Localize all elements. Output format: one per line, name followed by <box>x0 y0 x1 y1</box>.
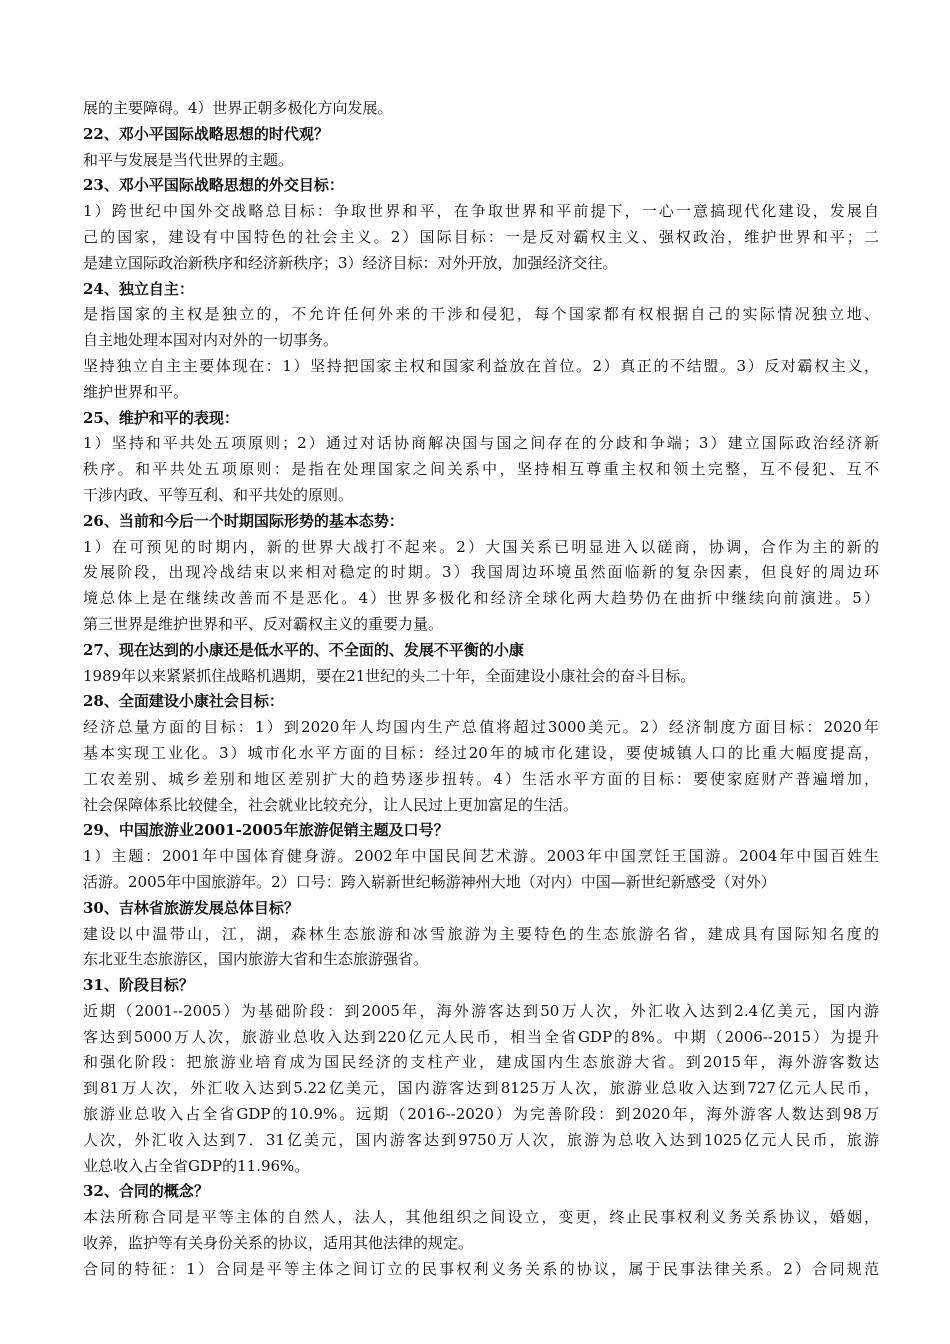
body-text-line: 人次，外汇收入达到7．31亿美元，国内游客达到9750万人次，旅游为总收入达到1025亿元人民币，旅游 <box>83 1130 879 1149</box>
body-text-line: 1）在可预见的时期内，新的世界大战打不起来。2）大国关系已明显进入以磋商，协调，合作为主的新的 <box>83 537 879 556</box>
section-heading: 26、当前和今后一个时期国际形势的基本态势： <box>83 511 404 530</box>
body-text-line: 维护世界和平。 <box>83 382 189 401</box>
body-text-line: 经济总量方面的目标：1）到2020年人均国内生产总值将超过3000美元。2）经济制度方面目标：2020年 <box>83 718 879 737</box>
body-text-line: 基本实现工业化。3）城市化水平方面的目标：经过20年的城市化建设，要使城镇人口的比重大幅度提高， <box>83 743 879 762</box>
body-text-line: 1989年以来紧紧抓住战略机遇期，要在21世纪的头二十年，全面建设小康社会的奋斗目标。 <box>83 666 696 685</box>
section-heading: 31、阶段目标？ <box>83 976 194 995</box>
document-page <box>83 96 879 1283</box>
body-text-line: 坚持独立自主主要体现在：1）坚持把国家主权和国家利益放在首位。2）真正的不结盟。3）反对霸权主义， <box>83 356 879 375</box>
section-heading: 22、邓小平国际战略思想的时代观？ <box>83 124 329 143</box>
body-text-line: 自主地处理本国对内对外的一切事务。 <box>83 331 339 350</box>
body-text-line: 近期（2001--2005）为基础阶段：到2005年，海外游客达到50万人次，外汇收入达到2.4亿美元，国内游 <box>83 1001 879 1020</box>
body-text-line: 工农差别、城乡差别和地区差别扩大的趋势逐步扭转。4）生活水平方面的目标：要使家庭财产普遍增加， <box>83 769 879 788</box>
body-text-line: 本法所称合同是平等主体的自然人，法人，其他组织之间设立，变更，终止民事权利义务关系协议，婚姻， <box>83 1208 879 1227</box>
body-text-line: 业总收入占全省GDP的11.96%。 <box>83 1156 310 1175</box>
body-text-line: 收养，监护等有关身份关系的协议，适用其他法律的规定。 <box>83 1234 474 1253</box>
body-text-line: 和强化阶段：把旅游业培育成为国民经济的支柱产业，建成国内生态旅游大省。到2015年，海外游客数达 <box>83 1053 879 1072</box>
body-text-line: 到81万人次，外汇收入达到5.22亿美元，国内游客达到8125万人次，旅游业总收入达到727亿元人民币， <box>83 1079 879 1098</box>
body-text-line: 和平与发展是当代世界的主题。 <box>83 150 294 169</box>
section-heading: 30、吉林省旅游发展总体目标？ <box>83 898 299 917</box>
section-heading: 25、维护和平的表现： <box>83 408 239 427</box>
section-heading: 28、全面建设小康社会目标： <box>83 692 284 711</box>
section-heading: 24、独立自主： <box>83 279 194 298</box>
section-heading: 27、现在达到的小康还是低水平的、不全面的、发展不平衡的小康 <box>83 640 524 659</box>
body-text-line: 展的主要障碍。4）世界正朝多极化方向发展。 <box>83 99 393 117</box>
body-text-line: 活游。2005年中国旅游年。2）口号：跨入崭新世纪畅游神州大地（对内）中国—新世纪新感受（对外） <box>83 872 776 891</box>
body-text-line: 1）主题：2001年中国体育健身游。2002年中国民间艺术游。2003年中国烹饪王国游。2004年中国百姓生 <box>83 847 879 866</box>
body-text-line: 1）坚持和平共处五项原则；2）通过对话协商解决国与国之间存在的分歧和争端；3）建立国际政治经济新 <box>83 434 879 453</box>
body-text-line: 1）跨世纪中国外交战略总目标：争取世界和平，在争取世界和平前提下，一心一意搞现代化建设，发展自 <box>83 202 879 221</box>
body-text-line: 东北亚生态旅游区，国内旅游大省和生态旅游强省。 <box>83 950 429 969</box>
section-heading: 23、邓小平国际战略思想的外交目标： <box>83 176 344 195</box>
body-text-line: 第三世界是维护世界和平、反对霸权主义的重要力量。 <box>83 614 444 633</box>
body-text-line: 合同的特征：1）合同是平等主体之间订立的民事权利义务关系的协议，属于民事法律关系。2）合同规范 <box>83 1259 879 1278</box>
body-text-line: 秩序。和平共处五项原则：是指在处理国家之间关系中，坚持相互尊重主权和领土完整，互不侵犯、互不 <box>83 460 879 479</box>
body-text-line: 是指国家的主权是独立的，不允许任何外来的干涉和侵犯，每个国家都有权根据自己的实际情况独立地、 <box>83 305 879 324</box>
body-text-line: 客达到5000万人次，旅游业总收入达到220亿元人民币，相当全省GDP的8%。中期（2006--2015）为提升 <box>83 1027 879 1046</box>
body-text-line: 旅游业总收入占全省GDP的10.9%。远期（2016--2020）为完善阶段：到2020年，海外游客人数达到98万 <box>83 1105 879 1124</box>
body-text-line: 发展阶段，出现冷战结束以来相对稳定的时期。3）我国周边环境虽然面临新的复杂因素，但良好的周边环 <box>83 563 879 582</box>
section-heading: 29、中国旅游业2001-2005年旅游促销主题及口号？ <box>83 821 449 840</box>
body-text-line: 建设以中温带山，江，湖，森林生态旅游和冰雪旅游为主要特色的生态旅游名省，建成具有国际知名度的 <box>83 924 879 943</box>
body-text-line: 干涉内政、平等互利、和平共处的原则。 <box>83 485 354 504</box>
body-text-line: 己的国家，建设有中国特色的社会主义。2）国际目标：一是反对霸权主义、强权政治，维护世界和平；二 <box>83 227 879 246</box>
section-heading: 32、合同的概念？ <box>83 1182 209 1201</box>
body-text-line: 境总体上是在继续改善而不是恶化。4）世界多极化和经济全球化两大趋势仍在曲折中继续向前演进。5） <box>83 589 879 608</box>
body-text-line: 是建立国际政治新秩序和经济新秩序；3）经济目标：对外开放，加强经济交往。 <box>83 253 618 272</box>
body-text-line: 社会保障体系比较健全，社会就业比较充分，让人民过上更加富足的生活。 <box>83 795 579 814</box>
